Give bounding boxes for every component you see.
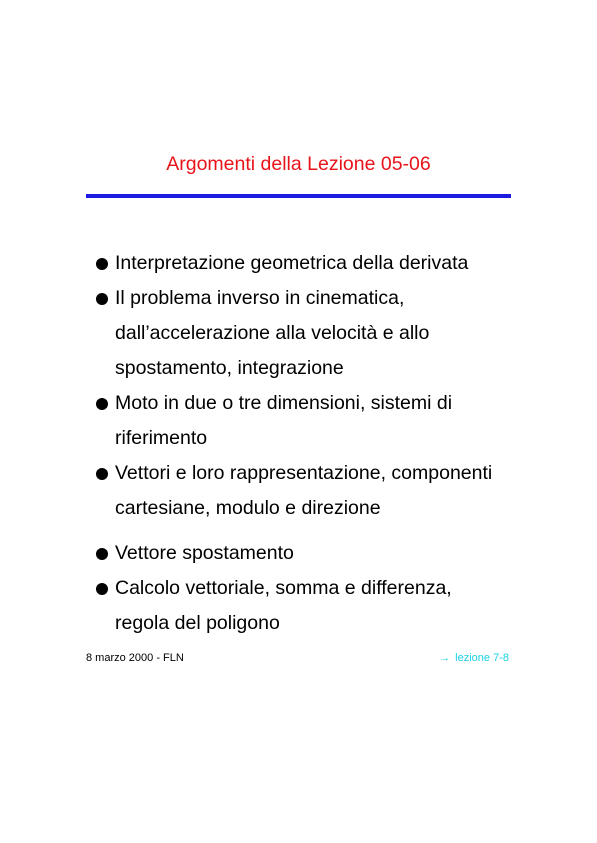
title-rule bbox=[86, 194, 511, 198]
bullet-dot-icon bbox=[96, 468, 108, 480]
topic-item bbox=[94, 386, 524, 456]
slide-title: Argomenti della Lezione 05-06 bbox=[166, 153, 431, 175]
topic-line: Calcolo vettoriale, somma e differenza, bbox=[115, 577, 452, 599]
bullet-dot-icon bbox=[96, 548, 108, 560]
topic-line: spostamento, integrazione bbox=[115, 357, 344, 379]
arrow-right-icon: → bbox=[439, 652, 451, 664]
topic-item bbox=[94, 281, 524, 386]
footer-date-author: 8 marzo 2000 - FLN bbox=[86, 652, 184, 664]
bullet-dot-icon bbox=[96, 398, 108, 410]
topic-line: Vettore spostamento bbox=[115, 542, 294, 564]
bullet-dot-icon bbox=[96, 258, 108, 270]
bullet-dot-icon bbox=[96, 583, 108, 595]
topic-item bbox=[94, 571, 524, 641]
next-lesson-label: lezione 7-8 bbox=[455, 652, 509, 664]
topic-line: Vettori e loro rappresentazione, componenti bbox=[115, 462, 493, 484]
topic-list bbox=[94, 246, 524, 641]
topic-item bbox=[94, 246, 524, 281]
topic-line: Interpretazione geometrica della derivata bbox=[115, 252, 469, 274]
topic-line: riferimento bbox=[115, 427, 208, 449]
topic-line: dall’accelerazione alla velocità e allo bbox=[115, 322, 430, 344]
next-lesson-link[interactable] bbox=[439, 651, 509, 665]
bullet-dot-icon bbox=[96, 293, 108, 305]
topic-line: Moto in due o tre dimensioni, sistemi di bbox=[115, 392, 453, 414]
topic-line: cartesiane, modulo e direzione bbox=[115, 497, 381, 519]
topic-item bbox=[94, 536, 524, 571]
topic-line: Il problema inverso in cinematica, bbox=[115, 287, 405, 309]
topic-item bbox=[94, 456, 524, 526]
topic-line: regola del poligono bbox=[115, 612, 280, 634]
